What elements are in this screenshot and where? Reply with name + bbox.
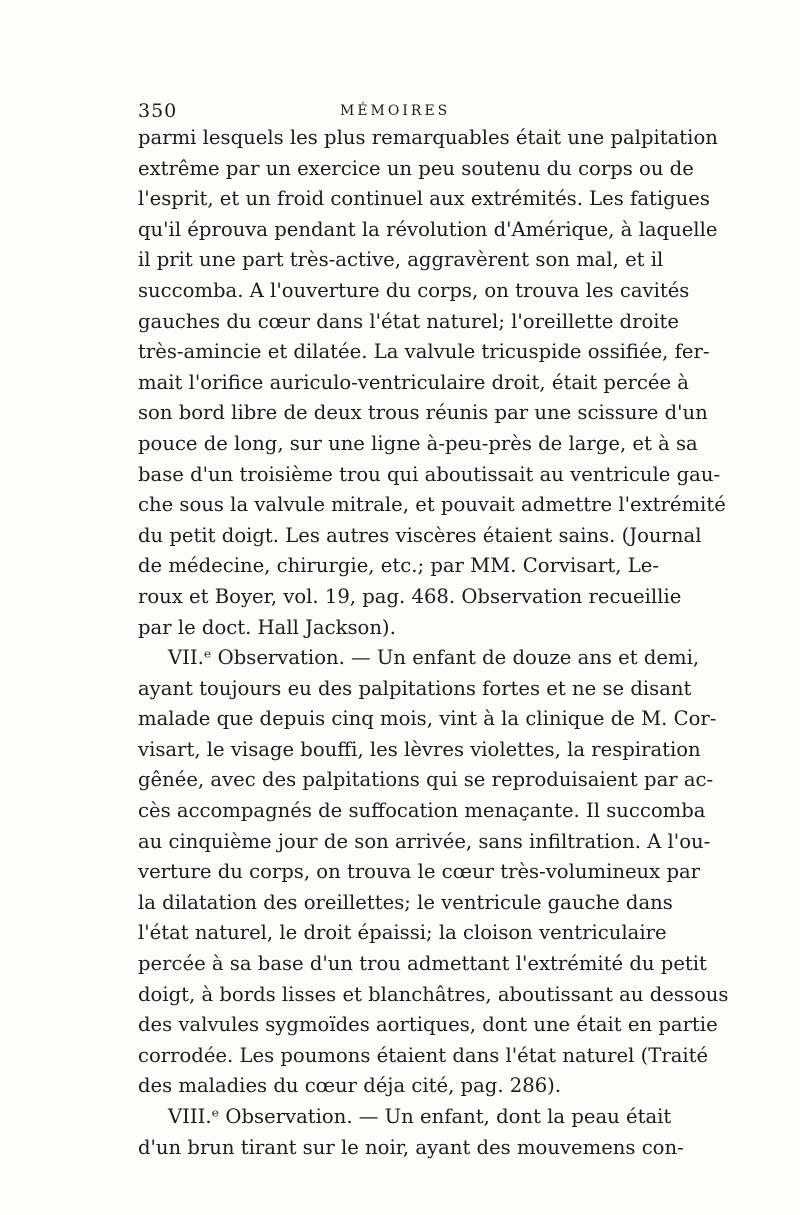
- page-number: 350: [138, 100, 178, 122]
- text-line: doigt, à bords lisses et blanchâtres, aboutissant au dessous: [138, 982, 729, 1006]
- text-line: la dilatation des oreillettes; le ventricule gauche dans: [138, 890, 673, 914]
- running-head: [138, 100, 658, 124]
- text-line: il prit une part très-active, aggravèrent son mal, et il: [138, 248, 664, 272]
- text-line: VII.ᵉ Observation. — Un enfant de douze ans et demi,: [168, 646, 700, 670]
- text-line: verture du corps, on trouva le cœur très-volumineux par: [138, 860, 701, 884]
- text-line: che sous la valvule mitrale, et pouvait admettre l'extrémité: [138, 493, 726, 517]
- text-line: du petit doigt. Les autres viscères étaient sains. (Journal: [138, 523, 702, 547]
- text-line: l'état naturel, le droit épaissi; la cloison ventriculaire: [138, 921, 667, 945]
- text-line: succomba. A l'ouverture du corps, on trouva les cavités: [138, 278, 690, 302]
- text-line: très-amincie et dilatée. La valvule tricuspide ossifiée, fer-: [138, 340, 710, 364]
- text-line: ayant toujours eu des palpitations fortes et ne se disant: [138, 676, 692, 700]
- text-line: des maladies du cœur déja cité, pag. 286).: [138, 1074, 562, 1098]
- text-line: qu'il éprouva pendant la révolution d'Amérique, à laquelle: [138, 217, 718, 241]
- text-line: pouce de long, sur une ligne à-peu-près de large, et à sa: [138, 431, 698, 455]
- running-title: MÉMOIRES: [340, 103, 451, 119]
- text-line: cès accompagnés de suffocation menaçante. Il succomba: [138, 799, 706, 823]
- text-line: gauches du cœur dans l'état naturel; l'oreillette droite: [138, 309, 679, 333]
- body-text: [138, 123, 729, 1163]
- text-line: malade que depuis cinq mois, vint à la clinique de M. Cor-: [138, 707, 717, 731]
- text-line: corrodée. Les poumons étaient dans l'état naturel (Traité: [138, 1043, 709, 1067]
- text-line: roux et Boyer, vol. 19, pag. 468. Observation recueillie: [138, 584, 682, 608]
- text-line: mait l'orifice auriculo-ventriculaire droit, était percée à: [138, 370, 689, 394]
- text-line: par le doct. Hall Jackson).: [138, 615, 396, 639]
- text-line: percée à sa base d'un trou admettant l'extrémité du petit: [138, 952, 707, 976]
- text-line: d'un brun tirant sur le noir, ayant des mouvemens con-: [138, 1135, 684, 1159]
- text-line: visart, le visage bouffi, les lèvres violettes, la respiration: [138, 737, 701, 761]
- text-line: gênée, avec des palpitations qui se reproduisaient par ac-: [138, 768, 714, 792]
- text-line: l'esprit, et un froid continuel aux extrémités. Les fatigues: [138, 187, 710, 211]
- text-line: de médecine, chirurgie, etc.; par MM. Corvisart, Le-: [138, 554, 659, 578]
- text-line: son bord libre de deux trous réunis par une scissure d'un: [138, 401, 708, 425]
- text-line: au cinquième jour de son arrivée, sans infiltration. A l'ou-: [138, 829, 711, 853]
- text-line: des valvules sygmoïdes aortiques, dont une était en partie: [138, 1013, 718, 1037]
- text-line: parmi lesquels les plus remarquables était une palpitation: [138, 126, 718, 149]
- text-line: extrême par un exercice un peu soutenu du corps ou de: [138, 156, 694, 180]
- text-line: base d'un troisième trou qui aboutissait au ventricule gau-: [138, 462, 721, 486]
- text-line: VIII.ᵉ Observation. — Un enfant, dont la peau était: [168, 1105, 672, 1128]
